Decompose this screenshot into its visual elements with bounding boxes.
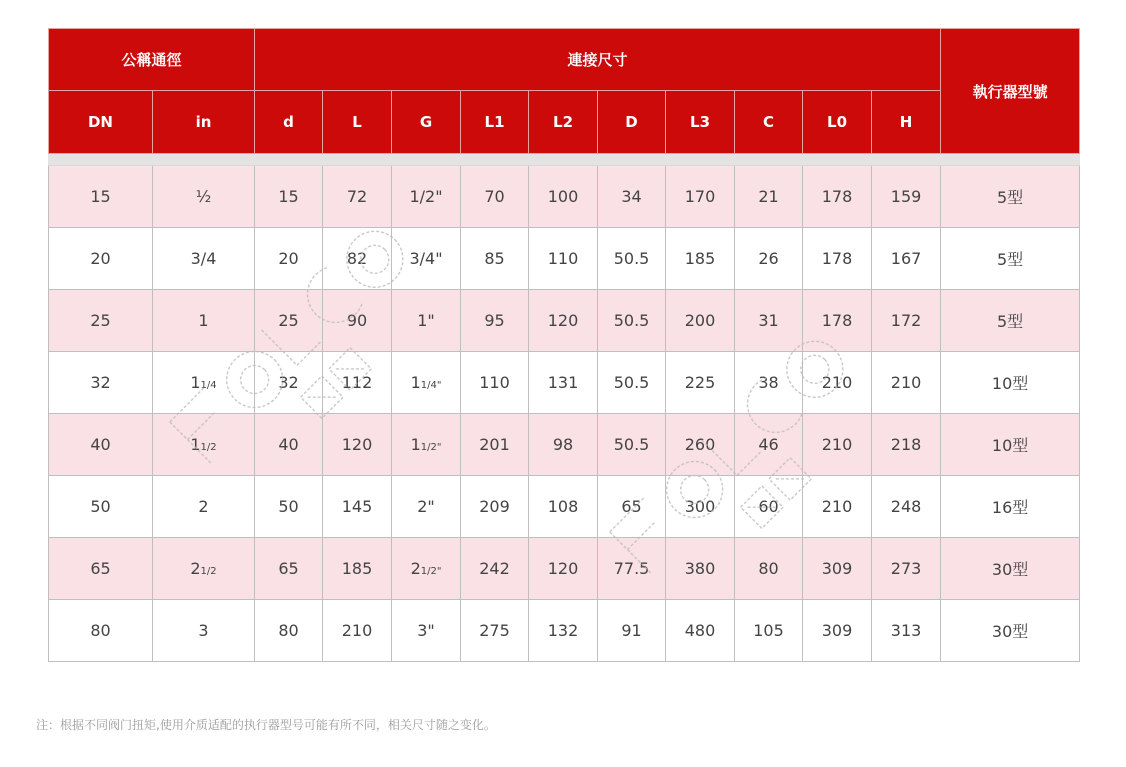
spec-table (48, 28, 1080, 662)
cell-l0: 309 (803, 538, 872, 600)
footnote: 注：根据不同阀门扭矩,使用介质适配的执行器型号可能有所不同，相关尺寸随之变化。 (36, 718, 496, 732)
cell-dn: 40 (49, 414, 153, 476)
col-header-l0: L0 (803, 91, 872, 154)
table-row (49, 352, 1080, 414)
cell-c: 60 (735, 476, 803, 538)
col-header-g: G (392, 91, 461, 154)
cell-l2: 110 (529, 228, 598, 290)
cell-dn: 32 (49, 352, 153, 414)
cell-d: 20 (255, 228, 323, 290)
cell-model: 16型 (941, 476, 1080, 538)
cell-g: 1" (392, 290, 461, 352)
cell-h: 210 (872, 352, 941, 414)
cell-l3: 170 (666, 166, 735, 228)
cell-l2: 100 (529, 166, 598, 228)
cell-dn: 25 (49, 290, 153, 352)
col-header-dn: DN (49, 91, 153, 154)
col-header-h: H (872, 91, 941, 154)
col-header-l2: L2 (529, 91, 598, 154)
table-row (49, 228, 1080, 290)
cell-model: 30型 (941, 600, 1080, 662)
cell-model: 5型 (941, 228, 1080, 290)
header-nominal-diameter: 公稱通徑 (49, 29, 255, 91)
cell-c: 21 (735, 166, 803, 228)
cell-l1: 209 (461, 476, 529, 538)
cell-d: 25 (255, 290, 323, 352)
cell-l0: 210 (803, 476, 872, 538)
table-row (49, 166, 1080, 228)
cell-dn: 15 (49, 166, 153, 228)
cell-l1: 110 (461, 352, 529, 414)
cell-g: 11/4" (392, 352, 461, 414)
cell-in: 11/2 (153, 414, 255, 476)
cell-h: 159 (872, 166, 941, 228)
cell-l3: 260 (666, 414, 735, 476)
cell-d: 50.5 (598, 414, 666, 476)
cell-h: 313 (872, 600, 941, 662)
cell-l1: 85 (461, 228, 529, 290)
cell-d: 80 (255, 600, 323, 662)
cell-g: 1/2" (392, 166, 461, 228)
cell-l3: 225 (666, 352, 735, 414)
cell-l: 185 (323, 538, 392, 600)
cell-d: 77.5 (598, 538, 666, 600)
col-header-l: L (323, 91, 392, 154)
col-header-d-upper: D (598, 91, 666, 154)
header-row-columns (49, 91, 1080, 154)
cell-g: 11/2" (392, 414, 461, 476)
cell-l0: 178 (803, 228, 872, 290)
cell-l3: 185 (666, 228, 735, 290)
cell-h: 218 (872, 414, 941, 476)
cell-in: 3/4 (153, 228, 255, 290)
cell-d: 32 (255, 352, 323, 414)
cell-l2: 98 (529, 414, 598, 476)
cell-in: ½ (153, 166, 255, 228)
cell-model: 10型 (941, 414, 1080, 476)
cell-d: 50 (255, 476, 323, 538)
cell-in: 1 (153, 290, 255, 352)
cell-g: 3/4" (392, 228, 461, 290)
cell-in: 3 (153, 600, 255, 662)
cell-l0: 178 (803, 166, 872, 228)
header-row-groups (49, 29, 1080, 91)
cell-d: 50.5 (598, 290, 666, 352)
cell-l: 145 (323, 476, 392, 538)
cell-l0: 178 (803, 290, 872, 352)
cell-d: 91 (598, 600, 666, 662)
cell-g: 2" (392, 476, 461, 538)
cell-g: 21/2" (392, 538, 461, 600)
cell-d: 50.5 (598, 228, 666, 290)
cell-l: 90 (323, 290, 392, 352)
cell-l2: 120 (529, 538, 598, 600)
cell-l2: 131 (529, 352, 598, 414)
cell-h: 167 (872, 228, 941, 290)
cell-model: 5型 (941, 166, 1080, 228)
cell-l: 112 (323, 352, 392, 414)
cell-c: 80 (735, 538, 803, 600)
col-header-c: C (735, 91, 803, 154)
cell-h: 248 (872, 476, 941, 538)
cell-l2: 108 (529, 476, 598, 538)
cell-h: 172 (872, 290, 941, 352)
cell-dn: 80 (49, 600, 153, 662)
cell-l3: 200 (666, 290, 735, 352)
cell-dn: 65 (49, 538, 153, 600)
cell-d: 50.5 (598, 352, 666, 414)
cell-l0: 309 (803, 600, 872, 662)
cell-c: 46 (735, 414, 803, 476)
col-header-d: d (255, 91, 323, 154)
table-row (49, 414, 1080, 476)
cell-g: 3" (392, 600, 461, 662)
spec-table-body (49, 166, 1080, 662)
cell-in: 21/2 (153, 538, 255, 600)
cell-model: 5型 (941, 290, 1080, 352)
cell-in: 2 (153, 476, 255, 538)
cell-l3: 380 (666, 538, 735, 600)
cell-l3: 300 (666, 476, 735, 538)
cell-l: 210 (323, 600, 392, 662)
cell-model: 10型 (941, 352, 1080, 414)
header-separator (49, 154, 1080, 166)
cell-d: 65 (255, 538, 323, 600)
col-header-l3: L3 (666, 91, 735, 154)
cell-c: 31 (735, 290, 803, 352)
cell-c: 26 (735, 228, 803, 290)
cell-in: 11/4 (153, 352, 255, 414)
cell-l2: 132 (529, 600, 598, 662)
cell-l3: 480 (666, 600, 735, 662)
col-header-in: in (153, 91, 255, 154)
cell-l1: 201 (461, 414, 529, 476)
table-row (49, 476, 1080, 538)
cell-l0: 210 (803, 352, 872, 414)
table-row (49, 290, 1080, 352)
cell-l1: 70 (461, 166, 529, 228)
cell-dn: 20 (49, 228, 153, 290)
header-actuator-model: 執行器型號 (941, 29, 1080, 154)
cell-l: 82 (323, 228, 392, 290)
cell-d: 15 (255, 166, 323, 228)
cell-c: 105 (735, 600, 803, 662)
cell-l: 72 (323, 166, 392, 228)
cell-d: 34 (598, 166, 666, 228)
cell-d: 40 (255, 414, 323, 476)
cell-l: 120 (323, 414, 392, 476)
cell-l1: 275 (461, 600, 529, 662)
header-connection-size: 連接尺寸 (255, 29, 941, 91)
table-row (49, 600, 1080, 662)
cell-h: 273 (872, 538, 941, 600)
spec-table-wrapper (48, 28, 1079, 662)
table-row (49, 538, 1080, 600)
cell-l2: 120 (529, 290, 598, 352)
col-header-l1: L1 (461, 91, 529, 154)
cell-dn: 50 (49, 476, 153, 538)
cell-l1: 95 (461, 290, 529, 352)
cell-model: 30型 (941, 538, 1080, 600)
cell-c: 38 (735, 352, 803, 414)
cell-d: 65 (598, 476, 666, 538)
cell-l1: 242 (461, 538, 529, 600)
cell-l0: 210 (803, 414, 872, 476)
